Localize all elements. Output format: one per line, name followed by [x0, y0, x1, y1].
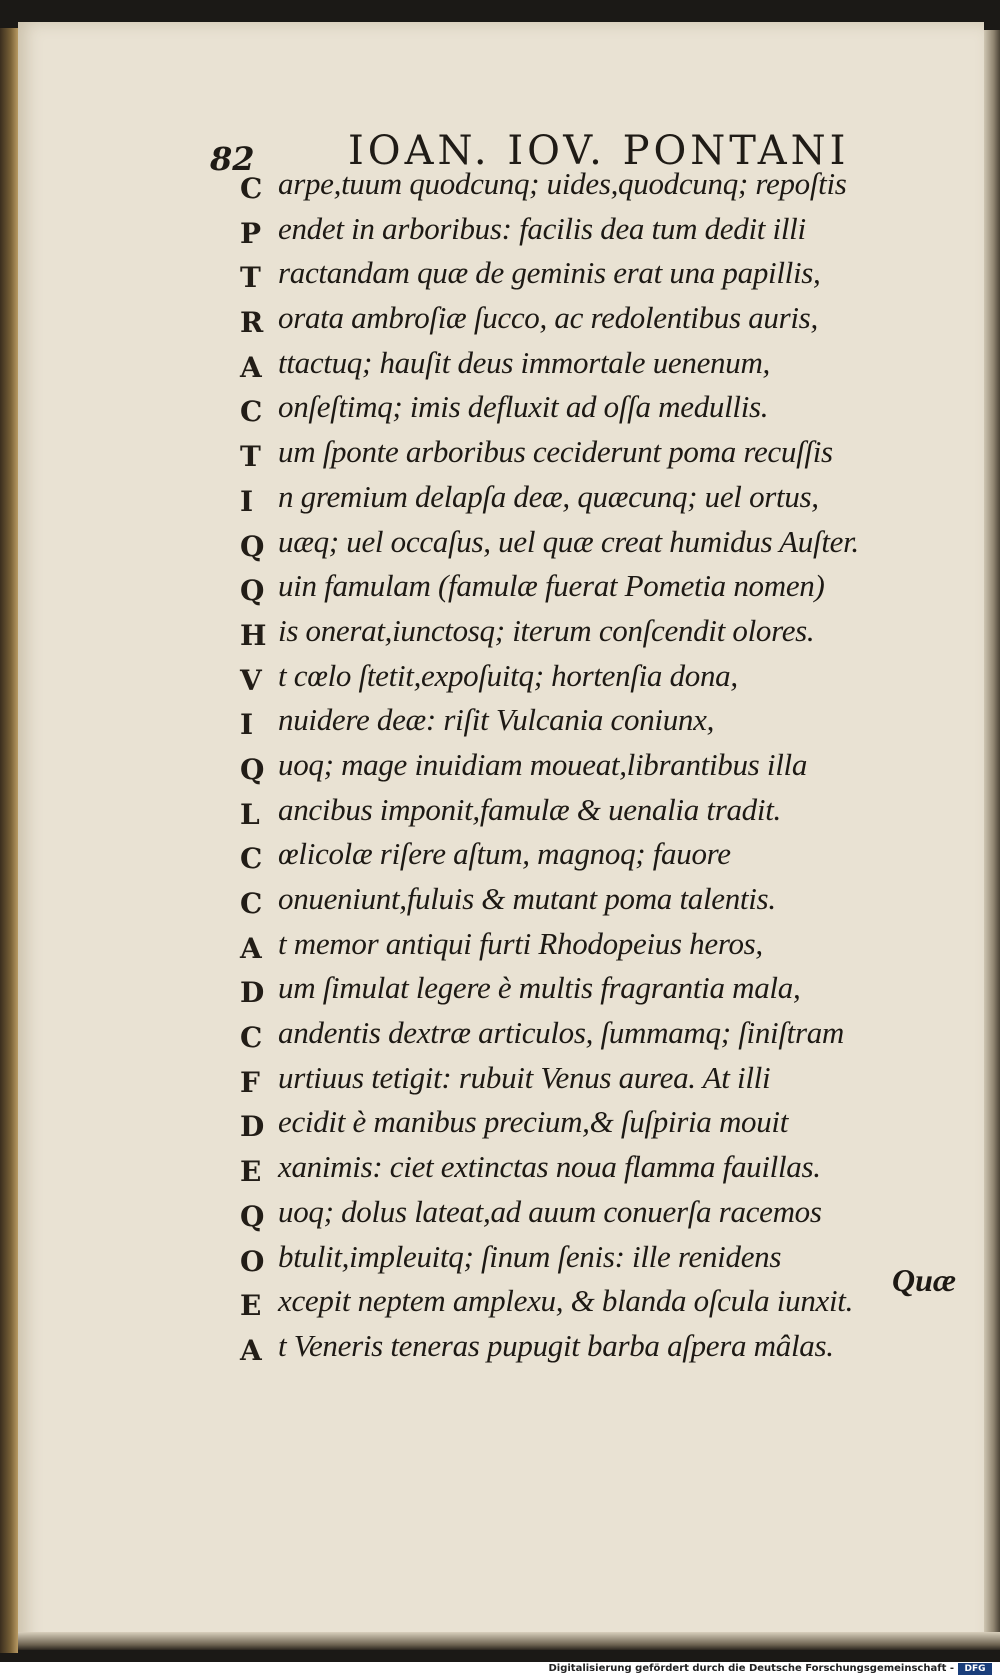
verse-text: n gremium delapſa deæ, quæcunq; uel ortus,: [278, 478, 819, 514]
verse-line: [240, 786, 960, 831]
page-number: 82: [210, 140, 255, 178]
verse-text: ractandam quæ de geminis erat una papillis,: [278, 255, 821, 291]
verse-initial: R: [240, 306, 264, 340]
verse-initial: F: [240, 1065, 260, 1099]
verse-line: [240, 607, 960, 652]
verse-text: uin famulam (famulæ fuerat Pometia nomen): [278, 568, 825, 604]
page-right-edge: [984, 30, 1000, 1642]
verse-initial: Q: [240, 1199, 265, 1233]
verse-initial: L: [240, 797, 260, 831]
verse-initial: H: [240, 618, 267, 652]
verse-initial: Q: [240, 574, 265, 608]
verse-initial: T: [240, 261, 261, 295]
verse-text: uoq; mage inuidiam moueat,librantibus illa: [278, 746, 808, 782]
verse-initial: C: [240, 1021, 263, 1055]
verse-block: [240, 160, 960, 1367]
verse-text: œlicolæ riſere aſtum, magnoq; fauore: [278, 836, 731, 872]
footer-credit: Digitalisierung gefördert durch die Deutsche Forschungsgemeinschaft -: [548, 1663, 954, 1674]
dfg-logo: DFG: [958, 1663, 992, 1675]
verse-text: nuidere deæ: riſit Vulcania coniunx,: [278, 702, 715, 738]
verse-line: [240, 830, 960, 875]
verse-text: urtiuus tetigit: rubuit Venus aurea. At illi: [278, 1059, 771, 1095]
verse-line: [240, 205, 960, 250]
verse-initial: A: [240, 1333, 262, 1367]
verse-text: andentis dextræ articulos, ſummamq; ſiniſtram: [278, 1015, 845, 1051]
verse-text: ecidit è manibus precium,& ſuſpiria mouit: [278, 1104, 789, 1140]
verse-text: t Veneris teneras pupugit barba aſpera mâlas.: [278, 1327, 834, 1363]
verse-text: onueniunt,fuluis & mutant poma talentis.: [278, 881, 776, 916]
verse-initial: T: [240, 440, 261, 474]
verse-initial: C: [240, 887, 263, 920]
verse-text: xanimis: ciet extinctas noua flamma fauillas.: [278, 1149, 821, 1185]
verse-line: [240, 1054, 960, 1099]
verse-text: is onerat,iunctosq; iterum conſcendit olores.: [278, 612, 815, 648]
verse-initial: P: [240, 216, 262, 250]
verse-text: t cœlo ſtetit,expoſuitq; hortenſia dona,: [278, 657, 738, 693]
verse-text: onſeſtimq; imis defluxit ad oſſa medullis.: [278, 389, 769, 425]
verse-line: [240, 383, 960, 428]
verse-line: [240, 1098, 960, 1143]
catchword: Quæ: [892, 1262, 957, 1298]
verse-line: [240, 339, 960, 384]
verse-initial: A: [240, 350, 262, 384]
verse-text: um ſimulat legere è multis fragrantia mala,: [278, 970, 801, 1006]
running-title: IOAN. IOV. PONTANI: [348, 128, 850, 174]
verse-line: [240, 518, 960, 563]
verse-text: xcepit neptem amplexu, & blanda oſcula iunxit.: [278, 1283, 854, 1319]
verse-line: [240, 652, 960, 697]
verse-text: um ſponte arboribus ceciderunt poma recuſſis: [278, 434, 833, 470]
verse-initial: O: [240, 1244, 265, 1278]
verse-line: [240, 428, 960, 473]
verse-line: [240, 160, 960, 205]
verse-line: [240, 473, 960, 518]
verse-line: [240, 875, 960, 920]
verse-line: [240, 1188, 960, 1233]
verse-initial: Q: [240, 529, 265, 563]
verse-initial: C: [240, 172, 263, 205]
verse-line: [240, 249, 960, 294]
verse-initial: E: [240, 1155, 262, 1189]
verse-initial: I: [240, 484, 254, 518]
verse-line: [240, 1233, 960, 1278]
verse-line: [240, 920, 960, 965]
verse-line: [240, 1277, 960, 1322]
verse-text: uoq; dolus lateat,ad auum conuerſa racemos: [278, 1193, 822, 1229]
verse-initial: Q: [240, 752, 265, 786]
verse-line: [240, 1009, 960, 1054]
verse-text: t memor antiqui furti Rhodopeius heros,: [278, 925, 763, 961]
verse-text: endet in arboribus: facilis dea tum dedit illi: [278, 210, 806, 246]
verse-line: [240, 964, 960, 1009]
verse-line: [240, 696, 960, 741]
verse-line: [240, 562, 960, 607]
verse-line: [240, 1322, 960, 1367]
verse-initial: D: [240, 1110, 265, 1144]
verse-text: ancibus imponit,famulæ & uenalia tradit.: [278, 791, 781, 827]
verse-initial: I: [240, 708, 254, 742]
book-spine-edge: [0, 28, 18, 1653]
verse-text: arpe,tuum quodcunq; uides,quodcunq; repoſtis: [278, 166, 847, 201]
verse-line: [240, 1143, 960, 1188]
verse-initial: E: [240, 1289, 262, 1323]
verse-line: [240, 741, 960, 786]
verse-line: [240, 294, 960, 339]
verse-initial: V: [240, 663, 262, 697]
verse-initial: C: [240, 842, 263, 876]
verse-initial: C: [240, 395, 263, 429]
verse-text: orata ambroſiæ ſucco, ac redolentibus auris,: [278, 300, 818, 336]
verse-text: ttactuq; hauſit deus immortale uenenum,: [278, 344, 770, 380]
verse-initial: A: [240, 931, 262, 965]
verse-text: uæq; uel occaſus, uel quæ creat humidus Auſter.: [278, 523, 859, 559]
verse-text: btulit,impleuitq; ſinum ſenis: ille renidens: [278, 1238, 782, 1274]
verse-initial: D: [240, 976, 265, 1010]
page-bottom-edge: [18, 1632, 1000, 1650]
